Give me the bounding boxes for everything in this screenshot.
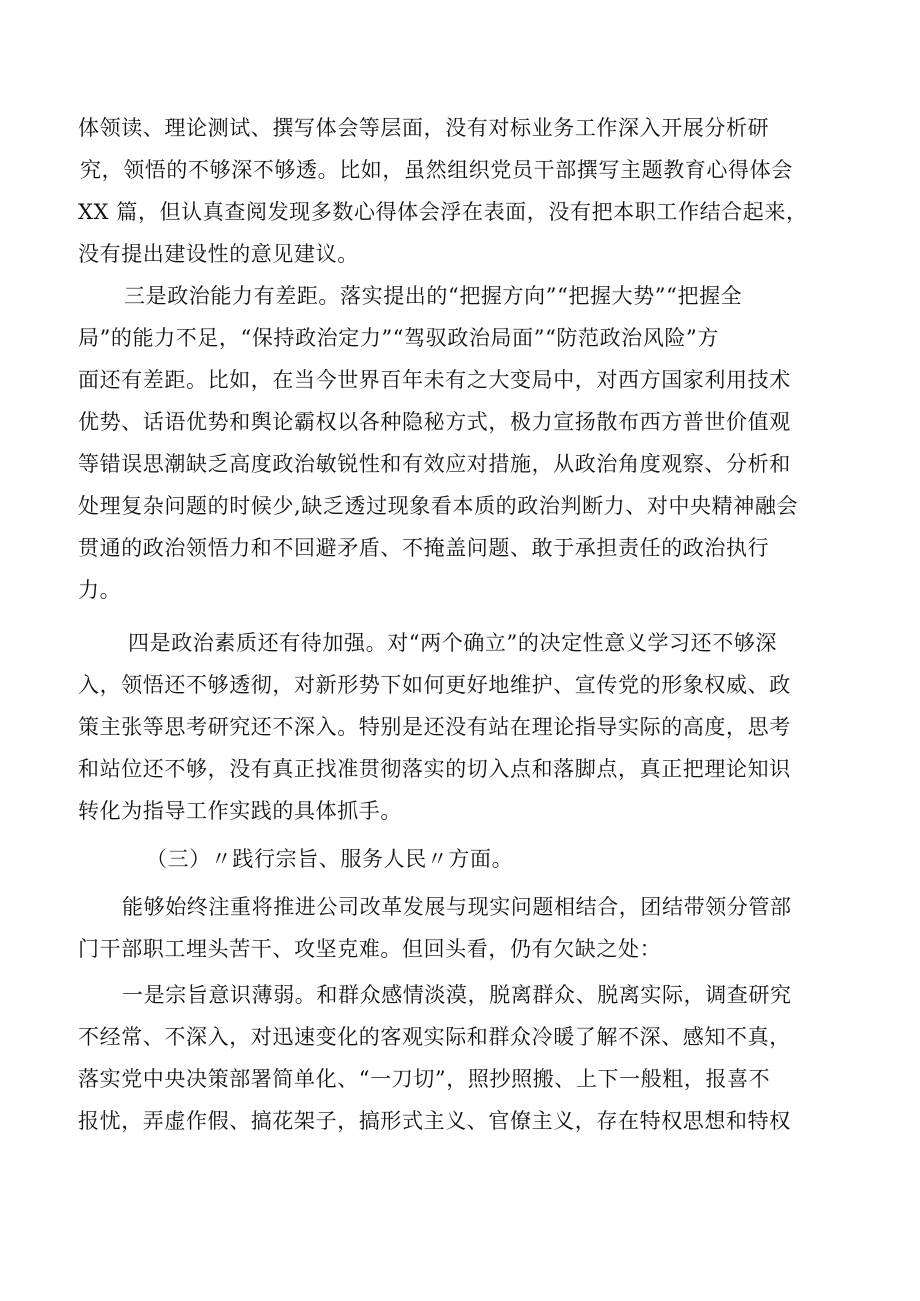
text-line: 处理复杂问题的时候少,缺乏透过现象看本质的政治判断力、对中央精神融会: [78, 494, 799, 518]
text-line: 落实党中央决策部署简单化、“一刀切”，照抄照搬、上下一般粗，报喜不: [78, 1067, 771, 1091]
section-heading: （三）〃践行宗旨、服务人民〃方面。: [146, 847, 514, 871]
text-line: 力。: [78, 578, 122, 602]
text-line: 贯通的政治领悟力和不回避矛盾、不掩盖问题、敢于承担责任的政治执行: [78, 536, 770, 560]
text-line: 体领读、理论测试、撰写体会等层面，没有对标业务工作深入开展分析研: [78, 116, 770, 140]
text-line: 等错误思潮缺乏高度政治敏锐性和有效应对措施，从政治角度观察、分析和: [78, 452, 791, 476]
text-line: 面还有差距。比如，在当今世界百年未有之大变局中，对西方国家利用技术: [78, 368, 791, 392]
text-line: 策主张等思考研究还不深入。特别是还没有站在理论指导实际的高度，思考: [78, 715, 791, 739]
text-line: 入，领悟还不够透彻，对新形势下如何更好地维护、宣传党的形象权威、政: [78, 673, 791, 697]
text-line: 局”的能力不足，“保持政治定力”“驾驭政治局面”“防范政治风险”方: [78, 326, 719, 350]
text-line: 门干部职工埋头苦干、攻坚克难。但回头看，仍有欠缺之处：: [78, 937, 662, 961]
text-line: 三是政治能力有差距。落实提出的“把握方向”“把握大势”“把握全: [124, 284, 743, 308]
text-line: 能够始终注重将推进公司改革发展与现实问题相结合，团结带领分管部: [122, 895, 792, 919]
text-line: 不经常、不深入，对迅速变化的客观实际和群众冷暖了解不深、感知不真，: [78, 1025, 791, 1049]
text-line: 究，领悟的不够深不够透。比如，虽然组织党员干部撰写主题教育心得体会: [80, 158, 793, 182]
text-line: 和站位还不够，没有真正找准贯彻落实的切入点和落脚点，真正把理论知识: [78, 757, 791, 781]
text-line: XX 篇，但认真查阅发现多数心得体会浮在表面，没有把本职工作结合起来，: [78, 200, 808, 224]
text-line: 一是宗旨意识薄弱。和群众感情淡漠，脱离群众、脱离实际，调查研究: [122, 983, 792, 1007]
text-line: 四是政治素质还有待加强。对“两个确立”的决定性意义学习还不够深: [128, 631, 778, 655]
text-line: 报忧，弄虚作假、搞花架子，搞形式主义、官僚主义，存在特权思想和特权: [78, 1109, 791, 1133]
text-line: 没有提出建设性的意见建议。: [78, 242, 359, 266]
text-line: 优势、话语优势和舆论霸权以各种隐秘方式，极力宣扬散布西方普世价值观: [78, 410, 791, 434]
text-line: 转化为指导工作实践的具体抓手。: [78, 799, 402, 823]
